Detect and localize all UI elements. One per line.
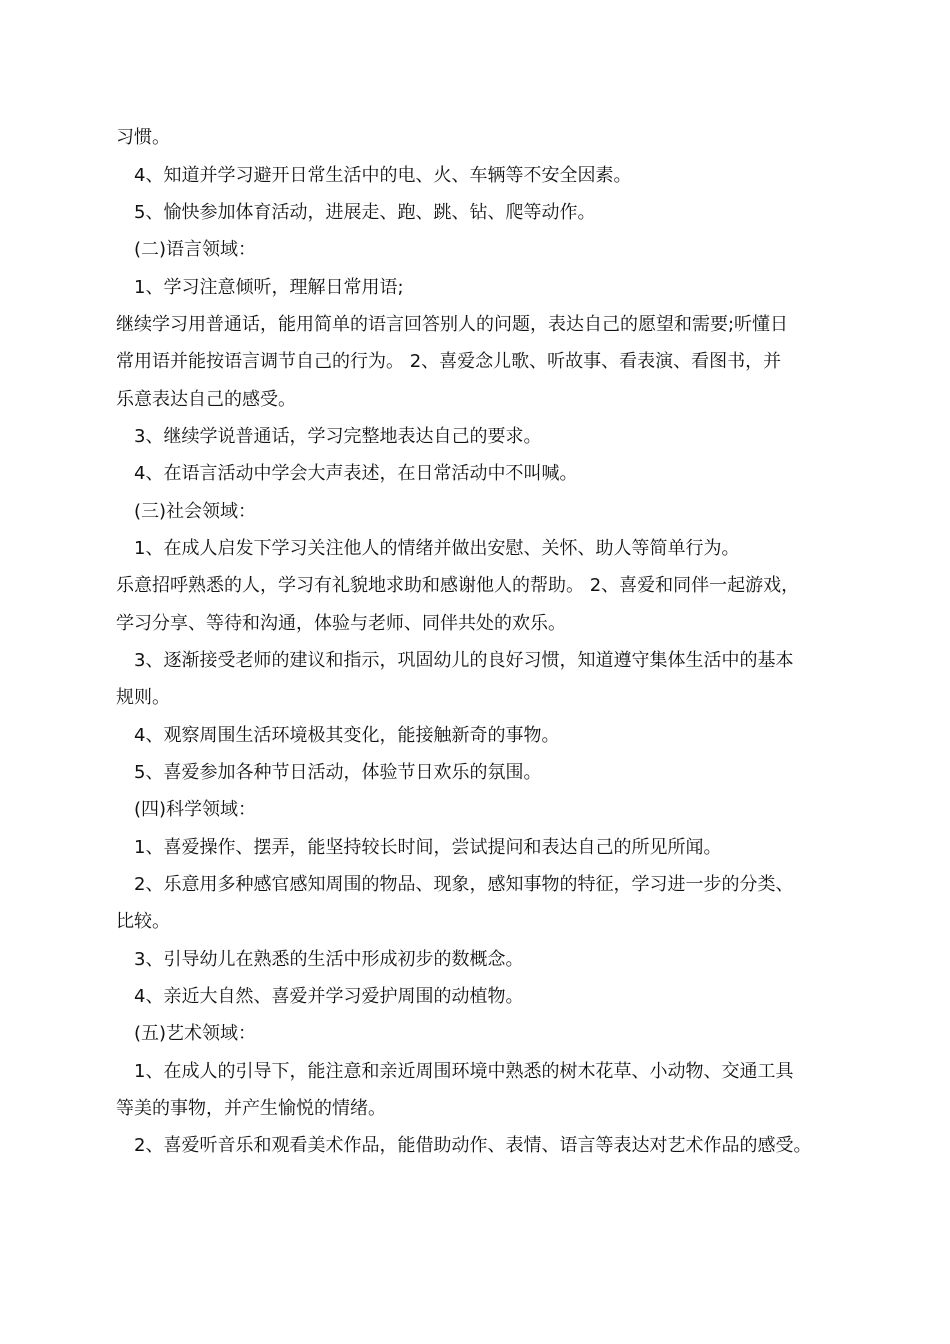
- section-heading: (三)社会领域：: [134, 501, 257, 522]
- text-line: 等美的事物，并产生愉悦的情绪。: [116, 1098, 386, 1119]
- text-line: 学习分享、等待和沟通，体验与老师、同伴共处的欢乐。: [116, 613, 566, 634]
- section-heading: (二)语言领域：: [134, 239, 257, 260]
- text-line: 1、学习注意倾听，理解日常用语;: [134, 277, 404, 298]
- text-line: 4、亲近大自然、喜爱并学习爱护周围的动植物。: [134, 986, 524, 1007]
- text-line: 乐意表达自己的感受。: [116, 389, 296, 410]
- text-line: 常用语并能按语言调节自己的行为。 2、喜爱念儿歌、听故事、看表演、看图书，并: [116, 351, 782, 372]
- text-line: 3、引导幼儿在熟悉的生活中形成初步的数概念。: [134, 949, 524, 970]
- text-line: 3、继续学说普通话，学习完整地表达自己的要求。: [134, 426, 542, 447]
- text-line: 4、知道并学习避开日常生活中的电、火、车辆等不安全因素。: [134, 165, 632, 186]
- text-line: 5、愉快参加体育活动，进展走、跑、跳、钻、爬等动作。: [134, 202, 596, 223]
- text-line: 习惯。: [116, 127, 170, 148]
- text-line: 继续学习用普通话，能用简单的语言回答别人的问题，表达自己的愿望和需要;听懂日: [116, 314, 789, 335]
- text-line: 2、乐意用多种感官感知周围的物品、现象，感知事物的特征，学习进一步的分类、: [134, 874, 794, 895]
- text-line: 乐意招呼熟悉的人，学习有礼貌地求助和感谢他人的帮助。 2、喜爱和同伴一起游戏，: [116, 575, 800, 596]
- text-line: 比较。: [116, 911, 170, 932]
- text-line: 1、在成人的引导下，能注意和亲近周围环境中熟悉的树木花草、小动物、交通工具: [134, 1061, 794, 1082]
- section-heading: (五)艺术领域：: [134, 1023, 257, 1044]
- text-line: 2、喜爱听音乐和观看美术作品，能借助动作、表情、语言等表达对艺术作品的感受。: [134, 1135, 812, 1156]
- text-line: 1、在成人启发下学习关注他人的情绪并做出安慰、关怀、助人等简单行为。: [134, 538, 740, 559]
- text-line: 4、在语言活动中学会大声表述，在日常活动中不叫喊。: [134, 463, 578, 484]
- text-line: 4、观察周围生活环境极其变化，能接触新奇的事物。: [134, 725, 560, 746]
- text-line: 1、喜爱操作、摆弄，能坚持较长时间，尝试提问和表达自己的所见所闻。: [134, 837, 722, 858]
- text-line: 5、喜爱参加各种节日活动，体验节日欢乐的氛围。: [134, 762, 542, 783]
- section-heading: (四)科学领域：: [134, 799, 257, 820]
- text-line: 规则。: [116, 687, 170, 708]
- text-line: 3、逐渐接受老师的建议和指示，巩固幼儿的良好习惯，知道遵守集体生活中的基本: [134, 650, 794, 671]
